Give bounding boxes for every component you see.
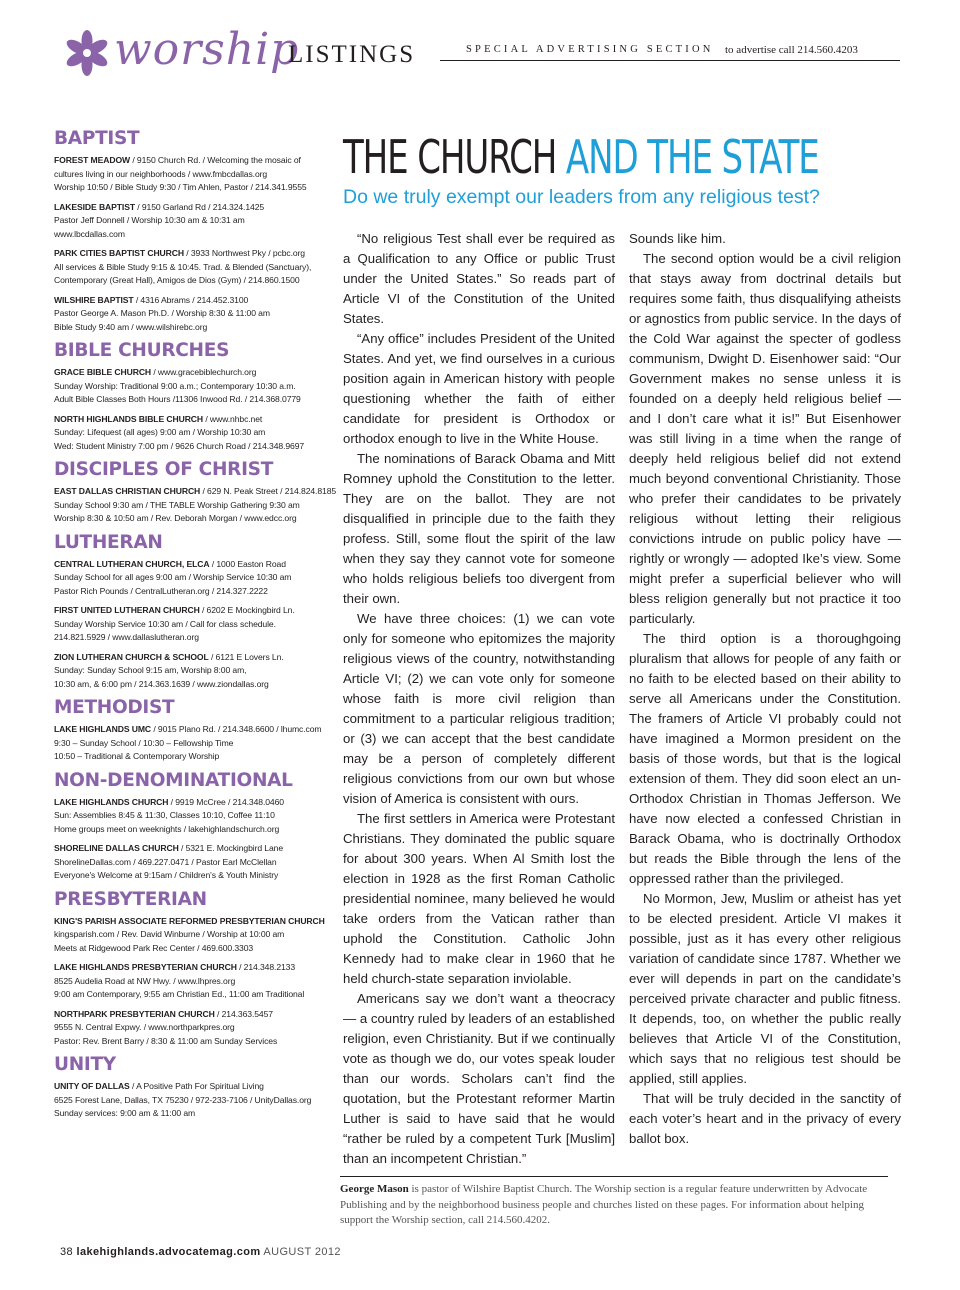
church-name: PARK CITIES BAPTIST CHURCH [54,248,184,258]
church-entry-line: cultures living in our neighborhoods / www.fmbcdallas.org [54,168,268,179]
church-entry-line: Worship 8:30 & 10:50 am / Rev. Deborah Morgan / www.edcc.org [54,513,297,523]
header-rule [440,60,900,61]
church-entry-line: Sunday: Sunday School 9:15 am, Worship 8:00 am, [54,665,247,675]
article-paragraph: The first settlers in America were Protestant Christians. They dominated the public square for about 300 years. When Al Smith lost the election in 1928 as the first Roman Catholic presidential nominee, many believed he would take orders from the Vatican rather than uphold the Constitution. Catholic John Kennedy had to make clear in 1960 that he held church-state separation inviolable. [343,811,615,986]
church-entry-line: LAKE HIGHLANDS PRESBYTERIAN CHURCH / 214.348.2133 [54,962,296,972]
flower-icon [62,28,112,78]
special-section-label: SPECIAL ADVERTISING SECTION [466,44,714,55]
article-paragraph: The second option would be a civil religion that stays away from doctrinal details but requires some faith, thus disqualifying atheists or agnostics from public service. In the days of the Cold War against the specter of godless communism, Dwight D. Eisenhower said: “Our Government makes no sense unless it is founded on a deeply held religious belief — and I don’t care what it is!” But Eisenhower was still living in a time when the range of deeply held religious belief did not extend much beyond conventional Christianity. Those who prefer their candidates to be privately religious without letting their religious convictions intrude on public policy have — rightly or wrongly — adopted Ike’s view. Some might prefer a superficial believer who will bless religion generally but not practice it too particularly. [629,251,901,626]
footer-issue: AUGUST 2012 [263,1246,341,1258]
church-name: NORTHPARK PRESBYTERIAN CHURCH [54,1008,215,1019]
church-entry [54,961,330,1002]
church-entry-line: FIRST UNITED LUTHERAN CHURCH / 6202 E Mockingbird Ln. [54,605,295,615]
church-entry-line: 214.821.5929 / www.dallaslutheran.org [54,632,199,642]
church-entry [54,413,330,454]
church-entry-line: Meets at Ridgewood Park Rec Center / 469.600.3303 [54,942,254,953]
church-entry-line: NORTHPARK PRESBYTERIAN CHURCH / 214.363.5457 [54,1008,273,1019]
church-entry-line: ZION LUTHERAN CHURCH & SCHOOL / 6121 E Lovers Ln. [54,651,284,662]
church-entry-line: Pastor Rich Pounds / CentralLutheran.org / 214.327.2222 [54,585,268,596]
denomination-section [54,770,330,883]
church-entry-line: 9:00 am Contemporary, 9:55 am Christian Ed., 11:00 am Traditional [54,989,305,999]
masthead [62,22,422,82]
church-name: FIRST UNITED LUTHERAN CHURCH [54,605,200,615]
church-entry-line: Sunday: Lifequest (all ages) 9:00 am / Worship 10:30 am [54,427,266,437]
church-entry-line: 9:30 – Sunday School / 10:30 – Fellowship Time [54,737,234,748]
church-entry-line: Sunday School 9:30 am / THE TABLE Worship Gathering 9:30 am [54,499,300,510]
church-entry-line: GRACE BIBLE CHURCH / www.gracebiblechurch.org [54,367,257,377]
church-entry-line: Sunday School for all ages 9:00 am / Worship Service 10:30 am [54,572,292,582]
church-entry-line: UNITY OF DALLAS / A Positive Path For Spiritual Living [54,1081,264,1091]
church-entry [54,201,330,242]
church-entry [54,1080,330,1121]
church-entry-line: Bible Study 9:40 am / www.wilshirebc.org [54,321,208,332]
church-name: UNITY OF DALLAS [54,1081,130,1091]
bio-author: George Mason [340,1183,409,1195]
bio-rule [340,1176,888,1177]
article-paragraph: “No religious Test shall ever be required as a Qualification to any Office or public Trust under the United States.” So reads part of Article VI of the Constitution of the United States. [343,231,615,326]
church-entry-line: FOREST MEADOW / 9150 Church Rd. / Welcoming the mosaic of [54,155,301,165]
brand-suffix: LISTINGS [288,41,416,68]
article-paragraph: No Mormon, Jew, Muslim or atheist has yet to be elected president. Article VI makes it possible, just as it has every other religious variation of candidate since 1787. Whether we ever will depends in part on the candidate’s perceived private character and public fitness. It depends, too, on whether the public really believes that Article VI of the Constitution, which says that no religious test should be applied, still applies. [629,891,901,1086]
denomination-heading: UNITY [54,1054,116,1075]
church-entry [54,247,330,288]
denomination-heading: BAPTIST [54,128,140,149]
denomination-heading: BIBLE CHURCHES [54,340,230,361]
church-name: LAKE HIGHLANDS PRESBYTERIAN CHURCH [54,962,237,972]
church-entry-line: 6525 Forest Lane, Dallas, TX 75230 / 972-233-7106 / UnityDallas.org [54,1094,312,1105]
church-entry-line: 9555 N. Central Expwy. / www.northparkpres.org [54,1022,235,1032]
church-entry-line: Adult Bible Classes Both Hours /11306 Inwood Rd. / 214.368.0779 [54,394,301,404]
church-entry [54,294,330,335]
church-entry [54,915,330,956]
church-entry-line: Sunday services: 9:00 am & 11:00 am [54,1108,196,1118]
denomination-heading: METHODIST [54,697,175,718]
article-paragraph: The nominations of Barack Obama and Mitt Romney uphold the Constitution to the letter. They are on the ballot. They are not disqualified in principle due to the faith they profess. Still, some flout the spirit of the law when they say they cannot vote for someone who holds religious beliefs too divergent from their own. [343,451,615,606]
footer-site[interactable]: lakehighlands.advocatemag.com [76,1246,261,1258]
church-entry [54,651,330,692]
church-name: WILSHIRE BAPTIST [54,294,134,305]
church-entry-line: 8525 Audelia Road at NW Hwy. / www.lhpres.org [54,975,236,986]
church-entry-line: LAKESIDE BAPTIST / 9150 Garland Rd / 214.324.1425 [54,201,265,212]
church-entry [54,558,330,599]
church-entry-line: PARK CITIES BAPTIST CHURCH / 3933 Northwest Pky / pcbc.org [54,248,305,258]
church-name: CENTRAL LUTHERAN CHURCH, ELCA [54,558,210,569]
church-entry-line: Everyone's Welcome at 9:15am / Children's & Youth Ministry [54,870,279,880]
church-entry-line: NORTH HIGHLANDS BIBLE CHURCH / www.nhbc.net [54,413,263,424]
church-entry-line: Home groups meet on weeknights / lakehighlandschurch.org [54,823,280,834]
church-entry-line: 10:50 – Traditional & Contemporary Worship [54,751,220,761]
article-paragraph: That will be truly decided in the sanctity of each voter’s heart and in the privacy of every ballot box. [629,1091,901,1146]
church-entry-line: CENTRAL LUTHERAN CHURCH, ELCA / 1000 Easton Road [54,558,286,569]
church-entry-line: Wed: Student Ministry 7:00 pm / 9626 Church Road / 214.348.9697 [54,440,305,451]
church-entry [54,604,330,645]
church-entry [54,842,330,883]
advertise-phone: to advertise call 214.560.4203 [725,44,858,56]
church-name: NORTH HIGHLANDS BIBLE CHURCH [54,413,204,424]
church-entry-line: Sunday Worship Service 10:30 am / Call for class schedule. [54,618,276,629]
church-entry-line: Pastor George A. Mason Ph.D. / Worship 8:30 & 11:00 am [54,308,270,318]
page-footer [60,1246,341,1258]
article-column-left [343,229,615,1169]
article-paragraph: Americans say we don’t want a theocracy — a country ruled by leaders of an established religion, even Christianity. But if we continually vote as though we do, our votes speak louder than our words. Scholars can’t find the quotation, but the Protestant reformer Martin Luther is said to have said that he would “rather be ruled by a competent Turk [Muslim] than an incompetent Christian.” [343,991,615,1166]
article-subtitle: Do we truly exempt our leaders from any religious test? [343,186,820,208]
denomination-heading: DISCIPLES OF CHRIST [54,459,274,480]
church-entry [54,366,330,407]
denomination-section [54,1054,330,1121]
denomination-section [54,697,330,764]
church-entry-line: WILSHIRE BAPTIST / 4316 Abrams / 214.452.3100 [54,294,249,305]
church-entry [54,796,330,837]
church-entry-line: Sun: Assemblies 8:45 & 11:30, Classes 10:10, Coffee 11:10 [54,810,275,820]
church-entry-line: LAKE HIGHLANDS UMC / 9015 Plano Rd. / 214.348.6600 / lhumc.com [54,724,322,734]
article-title [343,130,819,184]
church-entry-line: Pastor Jeff Donnell / Worship 10:30 am & 10:31 am [54,215,245,225]
church-name: LAKESIDE BAPTIST [54,201,136,212]
church-entry [54,485,337,526]
church-entry-line: Pastor: Rev. Brent Barry / 8:30 & 11:00 am Sunday Services [54,1035,278,1046]
denomination-section [54,889,330,1049]
church-entry-line: EAST DALLAS CHRISTIAN CHURCH / 629 N. Peak Street / 214.824.8185 [54,486,337,496]
church-listings [54,124,337,1127]
denomination-heading: PRESBYTERIAN [54,888,207,910]
title-dark: THE CHURCH [343,130,557,184]
denomination-section [54,340,330,453]
church-name: ZION LUTHERAN CHURCH & SCHOOL [54,651,209,662]
church-name: LAKE HIGHLANDS CHURCH [54,796,169,807]
church-entry-line: Sunday Worship: Traditional 9:00 a.m.; Contemporary 10:30 a.m. [54,380,296,391]
church-entry [54,154,330,195]
church-name: KING'S PARISH ASSOCIATE REFORMED PRESBYTERIAN CHURCH [54,915,325,926]
bio-text: is pastor of Wilshire Baptist Church. The Worship section is a regular feature underwritten by Advocate Publishing and by the neighborhood business people and churches listed on these pages. For information about helping support the Worship section, call 214.560.4202. [340,1183,868,1226]
church-entry [54,723,330,764]
church-entry-line: SHORELINE DALLAS CHURCH / 5321 E. Mockingbird Lane [54,843,284,853]
title-accent: AND THE STATE [565,130,819,184]
denomination-section [54,128,330,334]
church-entry-line: kingsparish.com / Rev. David Winburne / Worship at 10:00 am [54,929,285,939]
church-name: LAKE HIGHLANDS UMC [54,724,152,734]
church-name: FOREST MEADOW [54,155,131,165]
denomination-heading: NON-DENOMINATIONAL [54,769,293,791]
church-entry-line: Worship 10:50 / Bible Study 9:30 / Tim Ahlen, Pastor / 214.341.9555 [54,182,307,192]
brand-word: worship [114,24,300,75]
church-name: SHORELINE DALLAS CHURCH [54,843,179,853]
article-column-right [629,229,901,1149]
church-name: GRACE BIBLE CHURCH [54,367,152,377]
author-bio [340,1182,896,1229]
church-entry-line: www.lbcdallas.com [54,228,125,239]
church-entry-line: ShorelineDallas.com / 469.227.0471 / Pastor Earl McClellan [54,856,277,867]
church-entry-line: All services & Bible Study 9:15 & 10:45. Trad. & Blended (Sanctuary), [54,261,312,272]
article-paragraph: We have three choices: (1) we can vote only for someone who epitomizes the majority religious views of the country, notwithstanding Article VI; (2) we can vote only for someone whose faith is more civil religion than commitment to a particular religious tradition; or (3) we can accept that the best candidate may be a person of completely different religious convictions from our own but whose vision of America is consistent with ours. [343,611,615,806]
church-entry-line: LAKE HIGHLANDS CHURCH / 9919 McCree / 214.348.0460 [54,796,284,807]
article-paragraph: The third option is a thoroughgoing pluralism that allows for people of any faith or no faith to be elected based on their ability to serve all Americans under the Constitution. The framers of Article VI probably could not have imagined a Mormon president on the basis of those words, but that is the logical extension of them. They did soon elect an un-Orthodox Christian in Thomas Jefferson. We have now elected a confessed Christian in Barack Obama, who is doctrinally Orthodox but reads the Bible through the lens of the oppressed rather than the privileged. [629,631,901,886]
article-paragraph: “Any office” includes President of the United States. And yet, we find ourselves in a curious position again in American history with people questioning whether the faith of either candidate for president is Orthodox or orthodox enough to live in the White House. [343,331,615,446]
denomination-section [54,459,337,526]
page-number: 38 [60,1246,74,1258]
denomination-heading: LUTHERAN [54,531,163,553]
article-paragraph: Sounds like him. [629,231,726,246]
church-entry-line: 10:30 am, & 6:00 pm / 214.363.1639 / www.ziondallas.org [54,678,269,689]
church-entry-line [54,915,330,929]
denomination-section [54,532,330,692]
church-entry-line: Contemporary (Great Hall), Amigos de Dios (Gym) / 214.860.1500 [54,275,300,285]
church-name: EAST DALLAS CHRISTIAN CHURCH [54,486,201,496]
church-entry [54,1008,330,1049]
